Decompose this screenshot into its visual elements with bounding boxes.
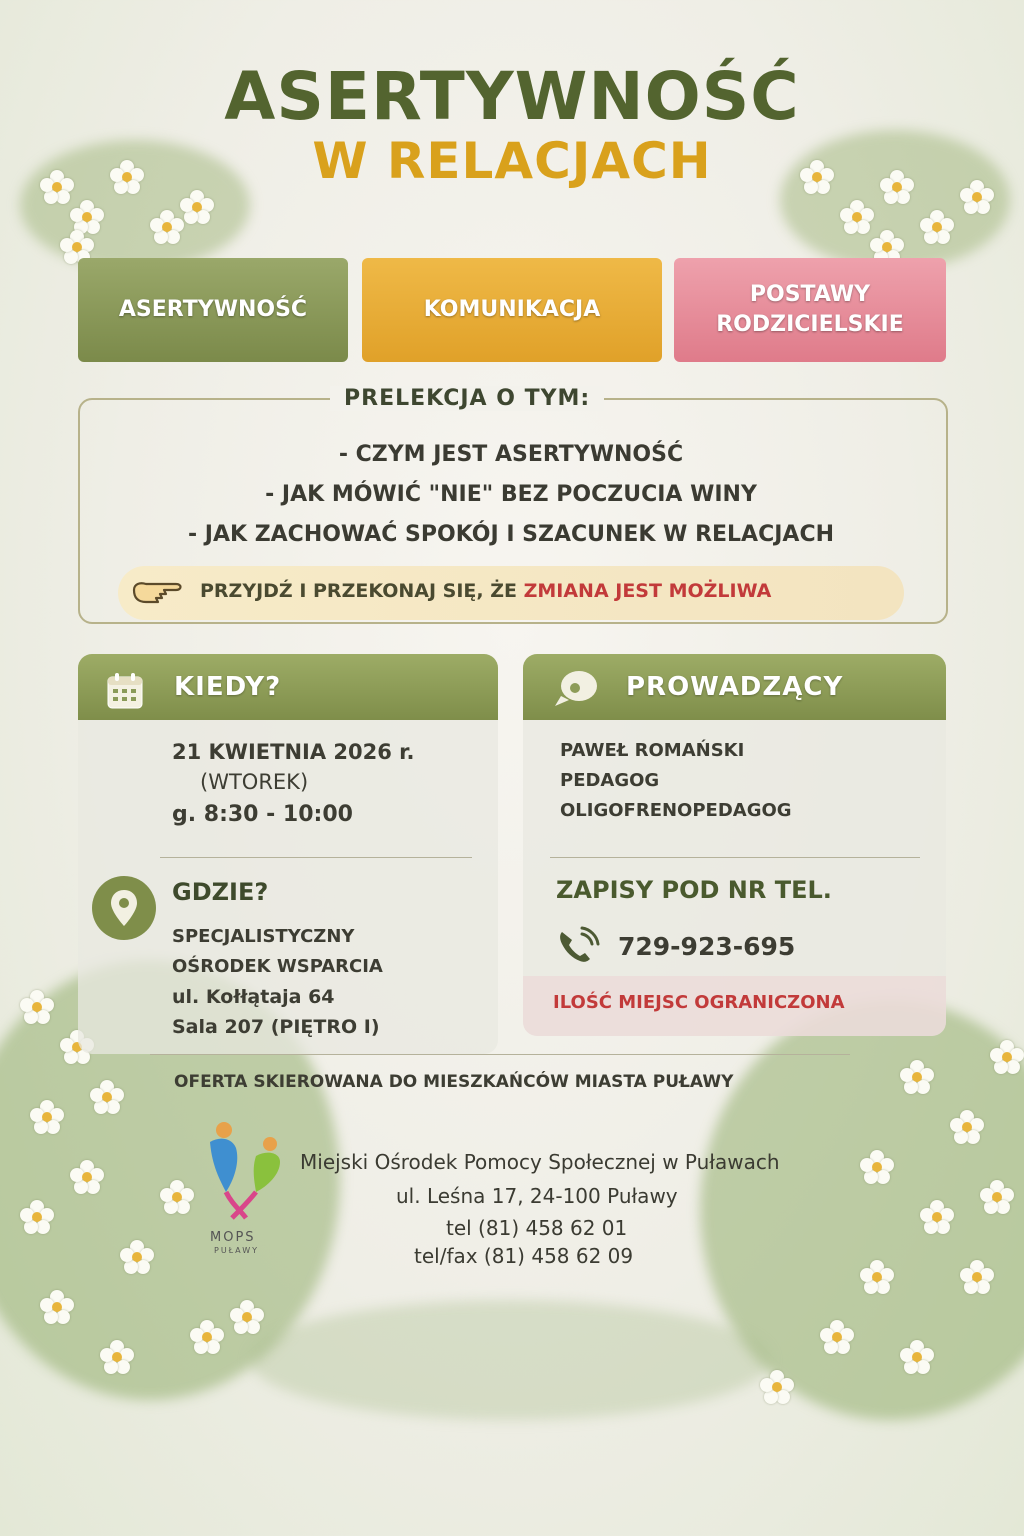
flower-decoration bbox=[950, 1110, 984, 1144]
speech-bubble-icon bbox=[551, 666, 601, 710]
signup-heading: ZAPISY POD NR TEL. bbox=[556, 876, 832, 904]
target-audience: OFERTA SKIEROWANA DO MIESZKAŃCÓW MIASTA PUŁAWY bbox=[174, 1072, 734, 1092]
host-heading: PROWADZĄCY bbox=[626, 672, 844, 702]
flower-decoration bbox=[760, 1370, 794, 1404]
flower-decoration bbox=[900, 1060, 934, 1094]
flower-decoration bbox=[90, 1080, 124, 1114]
right-divider bbox=[550, 857, 920, 858]
title-main: ASERTYWNOŚĆ bbox=[224, 58, 800, 135]
flower-decoration bbox=[840, 200, 874, 234]
foliage-bottom-center bbox=[250, 1300, 770, 1420]
flower-decoration bbox=[190, 1320, 224, 1354]
calendar-icon bbox=[104, 670, 146, 712]
when-heading: KIEDY? bbox=[174, 672, 282, 702]
flower-decoration bbox=[40, 1290, 74, 1324]
flower-decoration bbox=[820, 1320, 854, 1354]
title-sub: W RELACJACH bbox=[312, 132, 712, 190]
organizer-tel: tel (81) 458 62 01 bbox=[446, 1216, 628, 1240]
flower-decoration bbox=[990, 1040, 1024, 1074]
flower-decoration bbox=[230, 1300, 264, 1334]
mops-logo bbox=[200, 1118, 290, 1268]
host-role-2: OLIGOFRENOPEDAGOG bbox=[560, 800, 792, 821]
flower-decoration bbox=[180, 190, 214, 224]
prelekcja-item-1: - CZYM JEST ASERTYWNOŚĆ bbox=[338, 442, 684, 467]
flower-decoration bbox=[960, 1260, 994, 1294]
tag-komunikacja: KOMUNIKACJA bbox=[362, 258, 662, 362]
organizer-address: ul. Leśna 17, 24-100 Puławy bbox=[396, 1184, 678, 1208]
prelekcja-item-3: - JAK ZACHOWAĆ SPOKÓJ I SZACUNEK W RELACJACH bbox=[187, 522, 834, 547]
venue-room: Sala 207 (PIĘTRO I) bbox=[172, 1016, 380, 1038]
flower-decoration bbox=[920, 210, 954, 244]
bottom-divider bbox=[150, 1054, 850, 1055]
flower-decoration bbox=[900, 1340, 934, 1374]
event-weekday: (WTOREK) bbox=[200, 770, 309, 794]
location-pin-icon bbox=[92, 876, 156, 940]
flower-decoration bbox=[70, 1160, 104, 1194]
tag-asertywnosc: ASERTYWNOŚĆ bbox=[78, 258, 348, 362]
host-role-1: PEDAGOG bbox=[560, 770, 660, 791]
venue-line-2: OŚRODEK WSPARCIA bbox=[172, 956, 383, 977]
limited-seats-note: ILOŚĆ MIEJSC OGRANICZONA bbox=[553, 992, 845, 1013]
pointing-hand-icon bbox=[130, 572, 190, 612]
flower-decoration bbox=[980, 1180, 1014, 1214]
flower-decoration bbox=[860, 1150, 894, 1184]
where-heading: GDZIE? bbox=[172, 878, 269, 906]
host-name: PAWEŁ ROMAŃSKI bbox=[560, 740, 745, 761]
prelekcja-title: PRELEKCJA O TYM: bbox=[330, 386, 604, 411]
flower-decoration bbox=[160, 1180, 194, 1214]
phone-icon bbox=[554, 926, 600, 966]
prelekcja-item-2: - JAK MÓWIĆ "NIE" BEZ POCZUCIA WINY bbox=[265, 482, 757, 507]
flower-decoration bbox=[70, 200, 104, 234]
tag-postawy-rodzicielskie: POSTAWY RODZICIELSKIE bbox=[674, 258, 946, 362]
event-time: g. 8:30 - 10:00 bbox=[172, 802, 353, 827]
event-date: 21 KWIETNIA 2026 r. bbox=[172, 740, 415, 764]
organizer-telfax: tel/fax (81) 458 62 09 bbox=[414, 1244, 634, 1268]
flower-decoration bbox=[920, 1200, 954, 1234]
left-divider bbox=[160, 857, 472, 858]
flower-decoration bbox=[20, 990, 54, 1024]
flower-decoration bbox=[120, 1240, 154, 1274]
flower-decoration bbox=[20, 1200, 54, 1234]
flower-decoration bbox=[100, 1340, 134, 1374]
signup-phone: 729-923-695 bbox=[618, 932, 796, 961]
flower-decoration bbox=[150, 210, 184, 244]
logo-text: MOPS bbox=[210, 1230, 256, 1245]
flower-decoration bbox=[30, 1100, 64, 1134]
logo-subtext: PUŁAWY bbox=[214, 1246, 260, 1255]
organizer-name: Miejski Ośrodek Pomocy Społecznej w Puławach bbox=[300, 1150, 780, 1174]
venue-line-1: SPECJALISTYCZNY bbox=[172, 926, 355, 947]
flower-decoration bbox=[860, 1260, 894, 1294]
cta-text: PRZYJDŹ I PRZEKONAJ SIĘ, ŻE ZMIANA JEST MOŻLIWA bbox=[200, 580, 772, 602]
venue-address: ul. Kołłątaja 64 bbox=[172, 986, 335, 1008]
